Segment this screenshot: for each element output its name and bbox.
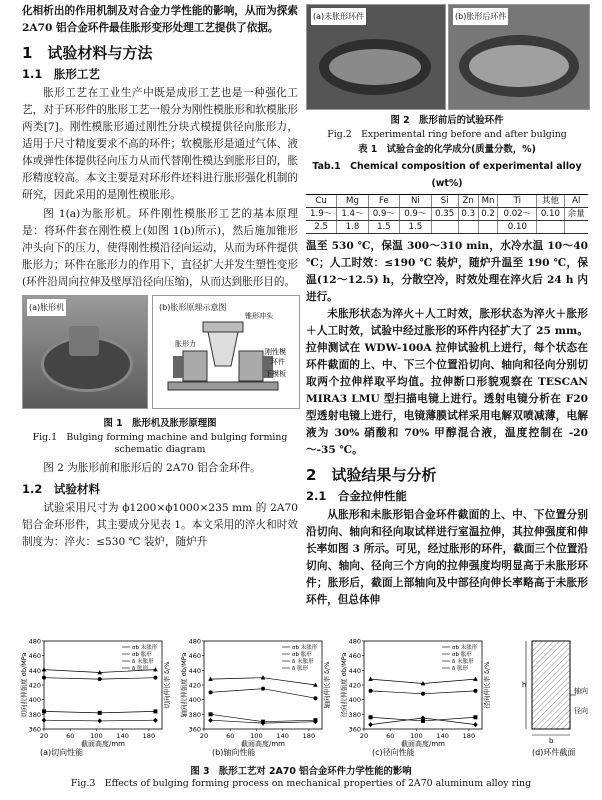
table-cell: 0.9～ — [368, 208, 399, 221]
data-point — [261, 687, 265, 691]
paragraph-3: 图 2 为胀形前和胀形后的 2A70 铝合金环件。 — [43, 462, 261, 474]
x-tick-label: 60 — [226, 732, 235, 740]
figure-3 — [22, 635, 592, 757]
y-tick-label: 360 — [28, 725, 41, 734]
y-tick-label: 360 — [188, 725, 201, 734]
table1-caption-cn: 表 1 试验合金的化学成分(质量分数，%) — [358, 144, 536, 155]
legend-entry: δ 胀形 — [292, 666, 309, 672]
y-tick-label: 440 — [28, 666, 41, 675]
table-cell: 2.5 — [306, 221, 337, 234]
table-cell: 余量 — [564, 208, 588, 221]
data-point — [313, 696, 317, 700]
ring-section-diagram — [522, 641, 588, 745]
table-cell — [564, 221, 588, 234]
table-row — [306, 208, 588, 221]
table-cell: Ni — [400, 195, 431, 208]
table-row — [306, 221, 588, 234]
y-tick-label: 400 — [348, 696, 361, 705]
data-point — [42, 667, 47, 671]
y-tick-label: 440 — [188, 666, 201, 675]
label-plate: 下模板 — [265, 370, 286, 378]
left-column — [22, 0, 298, 551]
data-point — [473, 677, 478, 681]
fig3-caption-cn: 图 3 胀形工艺对 2A70 铝合金环件力学性能的影响 — [190, 766, 412, 777]
y-tick-label: 420 — [28, 681, 41, 690]
fig2a-label: (a)未胀形环件 — [311, 8, 366, 25]
table-cell: 0.02～ — [498, 208, 537, 221]
data-point — [98, 711, 102, 715]
subcaption-b: (b)轴向性能 — [212, 748, 256, 757]
table-cell: 0.35 — [431, 208, 458, 221]
label-die: 刚性模 — [265, 348, 286, 356]
fig2-caption-cn: 图 2 胀形前后的试验环件 — [390, 115, 504, 126]
table-cell: Si — [431, 195, 458, 208]
legend-entry: δ 胀形 — [452, 666, 469, 672]
x-tick-label: 140 — [436, 732, 449, 740]
paragraph-2: 图 1(a)为胀形机。环件刚性模胀形工艺的基本原理是：将环件套在刚性模上(如图 1(b)所示)，然后施加锥形冲头向下的压力，使得刚性模沿径向运动，从而为环件提供胀形力；环件在胀形力的作用下，直径扩大并发生塑性变形(环件沿周向拉伸及壁厚沿径向压缩)，从而达到胀形目的。 — [22, 208, 298, 288]
legend-entry: δ 未胀形 — [452, 659, 474, 665]
intro-paragraph: 化相析出的作用机制及对合金力学性能的影响，从而为探索 2A70 铝合金环件最佳胀形变形处理工艺提供了依据。 — [22, 5, 298, 34]
data-point — [473, 722, 478, 727]
data-point — [153, 676, 157, 680]
data-point — [208, 718, 213, 723]
table-cell: 0.2 — [478, 208, 498, 221]
table-cell: 0.10 — [498, 221, 537, 234]
x-tick-label: 20 — [359, 732, 369, 740]
y-tick-label: 420 — [348, 681, 361, 690]
fig1-caption-en-2: schematic diagram — [114, 444, 206, 455]
data-point — [209, 690, 213, 694]
table-cell: 1.5 — [368, 221, 399, 234]
y-tick-label: 440 — [348, 666, 361, 675]
legend-entry: δ 未胀形 — [292, 659, 314, 665]
section-1-heading: 1 试验材料与方法 — [22, 44, 153, 62]
label-ring: 环件 — [271, 358, 285, 366]
y2-axis-label: 轴向伸长率 δ/% — [323, 661, 331, 709]
subcaption-a: (a)切向性能 — [40, 748, 84, 757]
y-axis-label: 轴向拉伸强度 σb/MPa — [180, 652, 188, 718]
data-point — [368, 677, 373, 681]
figure-2 — [306, 4, 588, 110]
fig1-caption-cn: 图 1 胀形机及胀形原理图 — [103, 418, 217, 429]
table-cell: Ti — [498, 195, 537, 208]
y-axis-label: 径向拉伸强度 σb/MPa — [340, 652, 348, 718]
x-tick-label: 180 — [462, 732, 476, 740]
label-radial: 径向 — [574, 707, 588, 715]
y-axis-label: 切向拉伸强度 σb/MPa — [20, 652, 28, 718]
label-force: 胀形力 — [175, 340, 196, 348]
x-axis-label: 截面高度/mm — [81, 740, 125, 748]
fig2-photo-after — [448, 4, 590, 110]
x-tick-label: 180 — [302, 732, 316, 740]
table1-caption-en: Tab.1 Chemical composition of experimental alloy (wt%) — [312, 161, 582, 189]
data-point — [421, 692, 425, 696]
data-point — [42, 709, 46, 713]
data-point — [473, 689, 477, 693]
y2-axis-label: 径向伸长率 δ/% — [483, 661, 491, 709]
data-point — [369, 689, 373, 693]
legend-entry: δ 未胀形 — [132, 659, 154, 665]
data-point — [369, 715, 373, 719]
legend-entry: σb 未胀形 — [292, 645, 318, 651]
x-tick-label: 100 — [250, 732, 263, 740]
y-tick-label: 480 — [28, 637, 41, 646]
y-tick-label: 480 — [188, 637, 201, 646]
label-punch: 锥形冲头 — [245, 312, 273, 320]
label-b: b — [549, 737, 554, 745]
table-cell: Cu — [306, 195, 337, 208]
subcaption-d: (d)环件截面 — [532, 748, 576, 757]
table-cell: 1.9～ — [306, 208, 337, 221]
table-cell — [537, 221, 564, 234]
x-tick-label: 20 — [199, 732, 209, 740]
y-tick-label: 460 — [188, 652, 201, 661]
legend-entry: σb 未胀形 — [452, 645, 478, 651]
data-point — [261, 675, 266, 679]
y-tick-label: 380 — [348, 710, 361, 719]
data-point — [153, 709, 157, 713]
fig1a-label: (a)胀形机 — [27, 299, 66, 316]
data-point — [98, 677, 102, 681]
section-2-1-heading: 2.1 合金拉伸性能 — [306, 489, 407, 503]
table-cell: 0.3 — [458, 208, 478, 221]
figure-3-charts — [22, 635, 592, 757]
composition-table — [306, 194, 588, 234]
y-tick-label: 380 — [28, 710, 41, 719]
fig2b-label: (b)胀形后环件 — [453, 8, 508, 25]
x-tick-label: 60 — [66, 732, 75, 740]
table-cell: Al — [564, 195, 588, 208]
x-tick-label: 100 — [90, 732, 103, 740]
x-tick-label: 100 — [410, 732, 423, 740]
fig2-caption-en: Fig.2 Experimental ring before and after bulging — [327, 129, 567, 140]
fig1b-label: (b)胀形原理示意图 — [157, 299, 228, 316]
legend-entry: δ 胀形 — [132, 666, 149, 672]
y-tick-label: 420 — [188, 681, 201, 690]
fig1-photo-machine — [22, 295, 148, 409]
x-tick-label: 140 — [116, 732, 129, 740]
legend-entry: σb 胀形 — [132, 652, 152, 658]
y-tick-label: 460 — [348, 652, 361, 661]
x-tick-label: 180 — [142, 732, 156, 740]
table-cell: 0.10 — [537, 208, 564, 221]
paragraph-7: 从胀形和未胀形铝合金环件截面的上、中、下位置分别沿切向、轴向和径向取试样进行室温拉伸，其拉伸强度和伸长率如图 3 所示。可见，经过胀形的环件，截面三个位置沿切向、轴向、径向三个方向的拉伸强度均明显高于未胀形环件；胀形后，截面上部轴向及中部径向伸长率略高于未胀形环件，但总体伸 — [306, 509, 588, 606]
data-point — [42, 718, 47, 723]
label-h: h — [522, 681, 527, 689]
table-cell: 0.9～ — [400, 208, 431, 221]
right-column — [306, 0, 588, 609]
y-tick-label: 460 — [28, 652, 41, 661]
legend-entry: σb 未胀形 — [132, 645, 158, 651]
fig1-schematic — [152, 295, 300, 409]
data-point — [153, 667, 158, 671]
data-point — [368, 722, 373, 727]
y-tick-label: 400 — [188, 696, 201, 705]
table-cell — [478, 221, 498, 234]
legend-entry: σb 胀形 — [452, 652, 472, 658]
table-cell — [458, 221, 478, 234]
paragraph-1: 胀形工艺在工业生产中既是成形工艺也是一种强化工艺，对于环形件的胀形工艺一般分为刚性模胀形和软模胀形两类[7]。刚性模胀形通过刚性分块式模提供径向胀形力，适用于尺寸精度要求不高的环件；软模胀形是通过气体、液体或弹性体提供径向压力从而代替刚性模达到胀形目的，胀形精度较高。本文主要是对环形件坯料进行胀形强化机制的研究，因此采用的是刚性模胀形。 — [22, 87, 298, 201]
x-tick-label: 140 — [276, 732, 289, 740]
fig1-caption-en-1: Fig.1 Bulging forming machine and bulging forming — [32, 432, 288, 443]
table-cell: 1.4～ — [337, 208, 368, 221]
y2-axis-label: 切向伸长率 δ/% — [163, 661, 171, 709]
paragraph-4: 试验采用尺寸为 ϕ1200×ϕ1000×235 mm 的 2A70 铝合金环形件，其主要成分见表 1。本文采用的淬火和时效制度为：淬火：≤530 ℃ 装炉，随炉升 — [22, 502, 298, 548]
x-tick-label: 20 — [39, 732, 49, 740]
table-cell — [431, 221, 458, 234]
legend-entry: σb 胀形 — [292, 652, 312, 658]
label-axial: 轴向 — [574, 687, 588, 695]
table-header-row — [306, 195, 588, 208]
data-point — [97, 718, 102, 723]
table-cell: Zn — [458, 195, 478, 208]
x-tick-label: 60 — [386, 732, 395, 740]
table-cell: 1.5 — [400, 221, 431, 234]
figure-1 — [22, 295, 298, 415]
y-tick-label: 380 — [188, 710, 201, 719]
subcaption-c: (c)径向性能 — [372, 748, 415, 757]
x-axis-label: 截面高度/mm — [241, 740, 285, 748]
table-cell: 1.8 — [337, 221, 368, 234]
table-cell: Mn — [478, 195, 498, 208]
paragraph-6: 未胀形状态为淬火＋人工时效，胀形状态为淬火＋胀形＋人工时效，试验中经过胀形的环件内径扩大了 25 mm。拉伸测试在 WDW-100A 拉伸试验机上进行，每个状态在环件截面的上、中、下三个位置沿切向、轴向和径向分别切取两个拉伸样取平均值。拉伸断口形貌观察在 TESCAN MIRA3 LMU 型扫描电镜上进行。透射电镜分析在 F20 型透射电镜上进行，电镜薄膜试样采用电解双喷减薄，电解液为 30% 硝酸和 70% 甲醇混合液，温度控制在 -20～-35 ℃。 — [306, 308, 588, 456]
paragraph-5: 温至 530 ℃，保温 300～310 min，水冷水温 10～40 ℃；人工时效：≤190 ℃ 装炉，随炉升温至 190 ℃，保温(12～12.5) h，分散空冷，时效处理在淬火后 24 h 内进行。 — [306, 240, 588, 303]
fig2-photo-before — [306, 4, 446, 110]
y-tick-label: 360 — [348, 725, 361, 734]
y-tick-label: 400 — [28, 696, 41, 705]
table-cell: 其他 — [537, 195, 564, 208]
data-point — [153, 718, 158, 723]
section-1-1-heading: 1.1 胀形工艺 — [22, 67, 100, 81]
data-point — [42, 676, 46, 680]
fig3-caption-en: Fig.3 Effects of bulging forming process on mechanical properties of 2A70 aluminum alloy ring — [70, 778, 532, 789]
table-cell: Mg — [337, 195, 368, 208]
x-axis-label: 截面高度/mm — [401, 740, 445, 748]
table-cell: Fe — [368, 195, 399, 208]
data-point — [209, 712, 213, 716]
section-1-2-heading: 1.2 试验材料 — [22, 482, 100, 496]
y-tick-label: 480 — [348, 637, 361, 646]
data-point — [473, 715, 477, 719]
section-2-heading: 2 试验结果与分析 — [306, 466, 437, 484]
